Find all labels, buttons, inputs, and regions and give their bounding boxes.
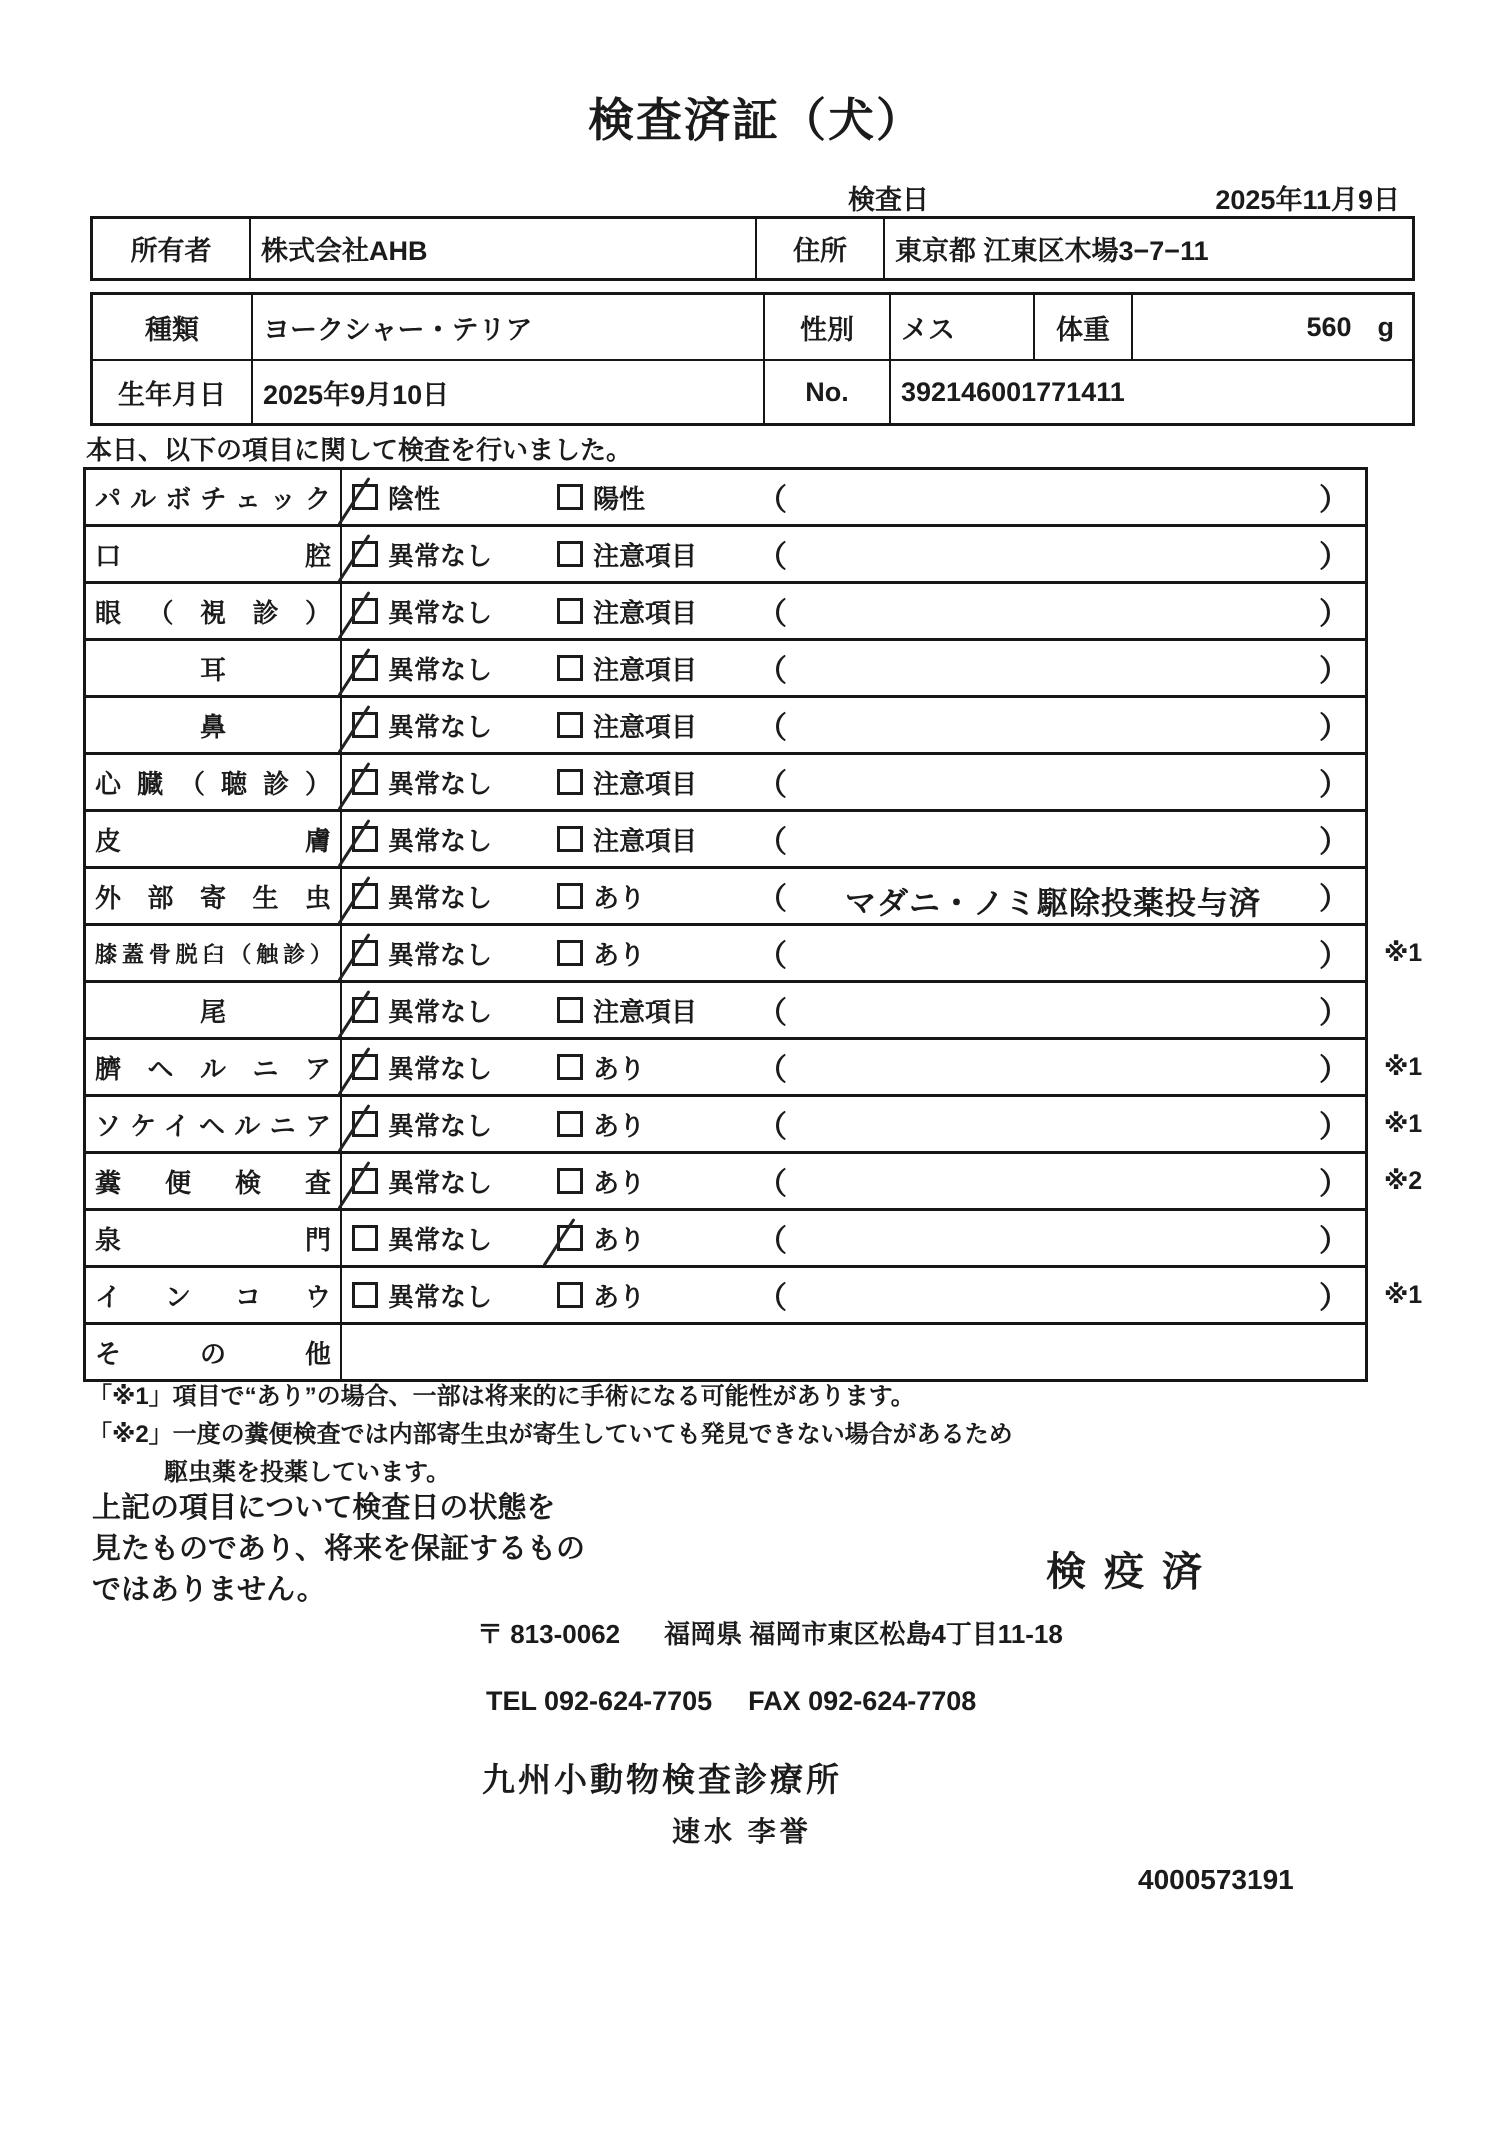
paren-open: （ bbox=[757, 1111, 787, 1144]
checkbox bbox=[557, 1282, 583, 1308]
checkmark-slash bbox=[338, 591, 371, 640]
checkbox bbox=[557, 541, 583, 567]
checkbox bbox=[352, 1111, 378, 1137]
checkbox bbox=[352, 826, 378, 852]
checkbox bbox=[557, 940, 583, 966]
checkbox bbox=[352, 655, 378, 681]
paren-close: ） bbox=[1319, 1111, 1349, 1144]
paren-open: （ bbox=[757, 1168, 787, 1201]
inspection-row bbox=[83, 638, 1464, 698]
paren-close: ） bbox=[1319, 1225, 1349, 1258]
paren-open: （ bbox=[757, 769, 787, 802]
inspection-row bbox=[83, 1265, 1464, 1325]
checkbox bbox=[352, 712, 378, 738]
checkbox bbox=[557, 769, 583, 795]
footnote-2: 「※2」一度の糞便検査では内部寄生虫が寄生していても発見できない場合があるため bbox=[88, 1421, 1013, 1448]
inspection-item-label: パルボチェック bbox=[86, 470, 342, 524]
checkbox bbox=[557, 655, 583, 681]
checkbox bbox=[352, 1225, 378, 1251]
inspection-item-label: 心臓（聴診） bbox=[86, 755, 342, 809]
checkmark-slash bbox=[338, 705, 371, 754]
option-label: 異常なし bbox=[388, 540, 493, 571]
inspection-table bbox=[83, 467, 1464, 1382]
footnotes bbox=[88, 1378, 1013, 1492]
inspection-item-label: その他 bbox=[86, 1325, 342, 1379]
option-label: 異常なし bbox=[388, 882, 493, 913]
paren-close: ） bbox=[1319, 997, 1349, 1030]
option-label: 異常なし bbox=[388, 1224, 493, 1255]
paren-close: ） bbox=[1319, 1168, 1349, 1201]
inspection-row bbox=[83, 809, 1464, 869]
option-label: あり bbox=[593, 1053, 646, 1084]
weight-cell bbox=[1131, 295, 1412, 359]
address-label: 住所 bbox=[755, 219, 883, 278]
disclaimer-line-2: 見たものであり、将来を保証するもの bbox=[92, 1533, 586, 1565]
option-label: 陰性 bbox=[388, 483, 441, 514]
paren-open: （ bbox=[757, 484, 787, 517]
option-label: 注意項目 bbox=[593, 654, 698, 685]
inspection-row bbox=[83, 1151, 1464, 1211]
no-value: 392146001771411 bbox=[889, 359, 1412, 423]
disclaimer bbox=[92, 1488, 585, 1611]
inspection-row bbox=[83, 695, 1464, 755]
checkbox bbox=[352, 598, 378, 624]
option-label: 注意項目 bbox=[593, 711, 698, 742]
checkmark-slash bbox=[338, 819, 371, 868]
option-label: 注意項目 bbox=[593, 996, 698, 1027]
checkmark-slash bbox=[338, 990, 371, 1039]
inspection-item-label: 糞便検査 bbox=[86, 1154, 342, 1208]
checkmark-slash bbox=[338, 648, 371, 697]
checkbox bbox=[557, 484, 583, 510]
checkbox bbox=[557, 598, 583, 624]
checkmark-slash bbox=[338, 876, 371, 925]
option-label: 異常なし bbox=[388, 939, 493, 970]
option-label: 異常なし bbox=[388, 1053, 493, 1084]
checkbox bbox=[557, 883, 583, 909]
result-note: マダニ・ノミ駆除投薬投与済 bbox=[845, 885, 1261, 921]
option-label: 異常なし bbox=[388, 1110, 493, 1141]
checkbox bbox=[352, 1282, 378, 1308]
sex-value: メス bbox=[889, 295, 1033, 359]
disclaimer-line-1: 上記の項目について検査日の状態を bbox=[92, 1492, 556, 1524]
breed-value: ヨークシャー・テリア bbox=[251, 295, 763, 359]
paren-close: ） bbox=[1319, 883, 1349, 916]
fax-number: FAX 092-624-7708 bbox=[748, 1686, 977, 1716]
option-label: 異常なし bbox=[388, 1167, 493, 1198]
paren-open: （ bbox=[757, 712, 787, 745]
inspection-item-label: 口腔 bbox=[86, 527, 342, 581]
option-label: 陽性 bbox=[593, 483, 646, 514]
clinic-name: 九州小動物検査診療所 bbox=[482, 1761, 842, 1798]
paren-open: （ bbox=[757, 883, 787, 916]
checkbox bbox=[352, 1168, 378, 1194]
clinic-address: 福岡県 福岡市東区松島4丁目11-18 bbox=[664, 1619, 1063, 1649]
inspection-item-label: 鼻 bbox=[86, 698, 342, 752]
checkmark-slash bbox=[338, 477, 371, 526]
inspection-item-label: 耳 bbox=[86, 641, 342, 695]
pet-table bbox=[90, 292, 1415, 426]
footnote-mark: ※1 bbox=[1384, 1281, 1423, 1309]
footnote-1: 「※1」項目で“あり”の場合、一部は将来的に手術になる可能性があります。 bbox=[88, 1383, 915, 1410]
paren-close: ） bbox=[1319, 1054, 1349, 1087]
checkbox bbox=[557, 1111, 583, 1137]
checkmark-slash bbox=[338, 1047, 371, 1096]
option-label: あり bbox=[593, 1281, 646, 1312]
exam-date-label: 検査日 bbox=[848, 185, 929, 215]
no-label: No. bbox=[763, 359, 889, 423]
option-label: 異常なし bbox=[388, 1281, 493, 1312]
footnote-mark: ※1 bbox=[1384, 939, 1423, 967]
checkbox bbox=[352, 883, 378, 909]
option-label: あり bbox=[593, 882, 646, 913]
checkbox bbox=[352, 997, 378, 1023]
paren-close: ） bbox=[1319, 769, 1349, 802]
footnote-mark: ※1 bbox=[1384, 1110, 1423, 1138]
paren-close: ） bbox=[1319, 541, 1349, 574]
page-title: 検査済証（犬） bbox=[588, 94, 924, 146]
option-label: あり bbox=[593, 1167, 646, 1198]
checkbox bbox=[352, 769, 378, 795]
option-label: 注意項目 bbox=[593, 825, 698, 856]
clinic-tel-line bbox=[486, 1686, 976, 1717]
paren-close: ） bbox=[1319, 940, 1349, 973]
owner-value: 株式会社AHB bbox=[249, 219, 755, 278]
inspection-item-label: 尾 bbox=[86, 983, 342, 1037]
tel-number: TEL 092-624-7705 bbox=[486, 1686, 713, 1716]
inspection-item-label: 臍ヘルニア bbox=[86, 1040, 342, 1094]
option-label: 注意項目 bbox=[593, 768, 698, 799]
address-value: 東京都 江東区木場3−7−11 bbox=[883, 219, 1412, 278]
checkbox bbox=[557, 1168, 583, 1194]
paren-open: （ bbox=[757, 1225, 787, 1258]
paren-close: ） bbox=[1319, 712, 1349, 745]
intro-text: 本日、以下の項目に関して検査を行いました。 bbox=[86, 435, 633, 465]
exam-date-row bbox=[848, 178, 1400, 217]
checkmark-slash bbox=[338, 933, 371, 982]
paren-open: （ bbox=[757, 997, 787, 1030]
inspection-row bbox=[83, 866, 1464, 926]
inspection-row bbox=[83, 524, 1464, 584]
option-label: 異常なし bbox=[388, 996, 493, 1027]
checkbox bbox=[557, 997, 583, 1023]
checkmark-slash bbox=[338, 762, 371, 811]
option-label: 注意項目 bbox=[593, 540, 698, 571]
checkmark-slash bbox=[338, 534, 371, 583]
owner-label: 所有者 bbox=[130, 236, 212, 266]
disclaimer-line-3: ではありません。 bbox=[92, 1574, 326, 1606]
birth-label: 生年月日 bbox=[93, 359, 251, 423]
checkbox bbox=[352, 1054, 378, 1080]
option-label: 異常なし bbox=[388, 768, 493, 799]
weight-unit: g bbox=[1377, 311, 1394, 342]
inspection-item-label: ソケイヘルニア bbox=[86, 1097, 342, 1151]
other-empty-cell bbox=[342, 1325, 1365, 1379]
paren-open: （ bbox=[757, 541, 787, 574]
inspection-row bbox=[83, 923, 1464, 983]
paren-close: ） bbox=[1319, 655, 1349, 688]
option-label: 異常なし bbox=[388, 597, 493, 628]
sex-label: 性別 bbox=[763, 295, 889, 359]
option-label: 異常なし bbox=[388, 654, 493, 685]
clinic-postal-line bbox=[477, 1614, 1063, 1651]
option-label: あり bbox=[593, 1224, 646, 1255]
checkbox bbox=[352, 541, 378, 567]
footnote-2-cont: 駆虫薬を投薬しています。 bbox=[164, 1459, 451, 1486]
inspection-item-label: 皮膚 bbox=[86, 812, 342, 866]
checkbox bbox=[557, 1054, 583, 1080]
inspection-row bbox=[83, 1094, 1464, 1154]
paren-close: ） bbox=[1319, 826, 1349, 859]
inspection-item-label: 外部寄生虫 bbox=[86, 869, 342, 923]
inspection-item-label: インコウ bbox=[86, 1268, 342, 1322]
option-label: 注意項目 bbox=[593, 597, 698, 628]
paren-close: ） bbox=[1319, 598, 1349, 631]
checkbox bbox=[557, 1225, 583, 1251]
checkbox bbox=[557, 712, 583, 738]
inspection-item-label: 膝蓋骨脱臼（触診） bbox=[86, 926, 342, 980]
inspection-item-label: 眼（視診） bbox=[86, 584, 342, 638]
paren-open: （ bbox=[757, 940, 787, 973]
weight-value: 560 bbox=[1306, 311, 1352, 342]
quarantine-stamp: 検疫済 bbox=[1046, 1550, 1220, 1594]
checkbox bbox=[352, 484, 378, 510]
footnote-mark: ※2 bbox=[1384, 1167, 1423, 1195]
checkmark-slash bbox=[338, 1161, 371, 1210]
option-label: 異常なし bbox=[388, 711, 493, 742]
paren-close: ） bbox=[1319, 1282, 1349, 1315]
footnote-mark: ※1 bbox=[1384, 1053, 1423, 1081]
paren-open: （ bbox=[757, 1054, 787, 1087]
owner-table bbox=[90, 216, 1415, 281]
option-label: あり bbox=[593, 1110, 646, 1141]
option-label: 異常なし bbox=[388, 825, 493, 856]
paren-open: （ bbox=[757, 655, 787, 688]
checkmark-slash bbox=[338, 1104, 371, 1153]
inspection-row bbox=[83, 1037, 1464, 1097]
inspection-row bbox=[83, 1322, 1464, 1382]
inspection-row bbox=[83, 980, 1464, 1040]
birth-value: 2025年9月10日 bbox=[251, 359, 763, 423]
paren-open: （ bbox=[757, 1282, 787, 1315]
checkbox bbox=[557, 826, 583, 852]
weight-label: 体重 bbox=[1033, 295, 1131, 359]
exam-date-value: 2025年11月9日 bbox=[1215, 185, 1400, 215]
paren-close: ） bbox=[1319, 484, 1349, 517]
inspection-row bbox=[83, 467, 1464, 527]
serial-number: 4000573191 bbox=[1138, 1864, 1294, 1895]
postal-code: 〒 813-0062 bbox=[477, 1619, 621, 1649]
breed-label: 種類 bbox=[145, 314, 199, 345]
inspection-row bbox=[83, 1208, 1464, 1268]
paren-open: （ bbox=[757, 826, 787, 859]
checkbox bbox=[352, 940, 378, 966]
inspection-row bbox=[83, 752, 1464, 812]
paren-open: （ bbox=[757, 598, 787, 631]
option-label: あり bbox=[593, 939, 646, 970]
inspection-row bbox=[83, 581, 1464, 641]
vet-name: 速水 李誉 bbox=[672, 1816, 812, 1847]
inspection-item-label: 泉門 bbox=[86, 1211, 342, 1265]
